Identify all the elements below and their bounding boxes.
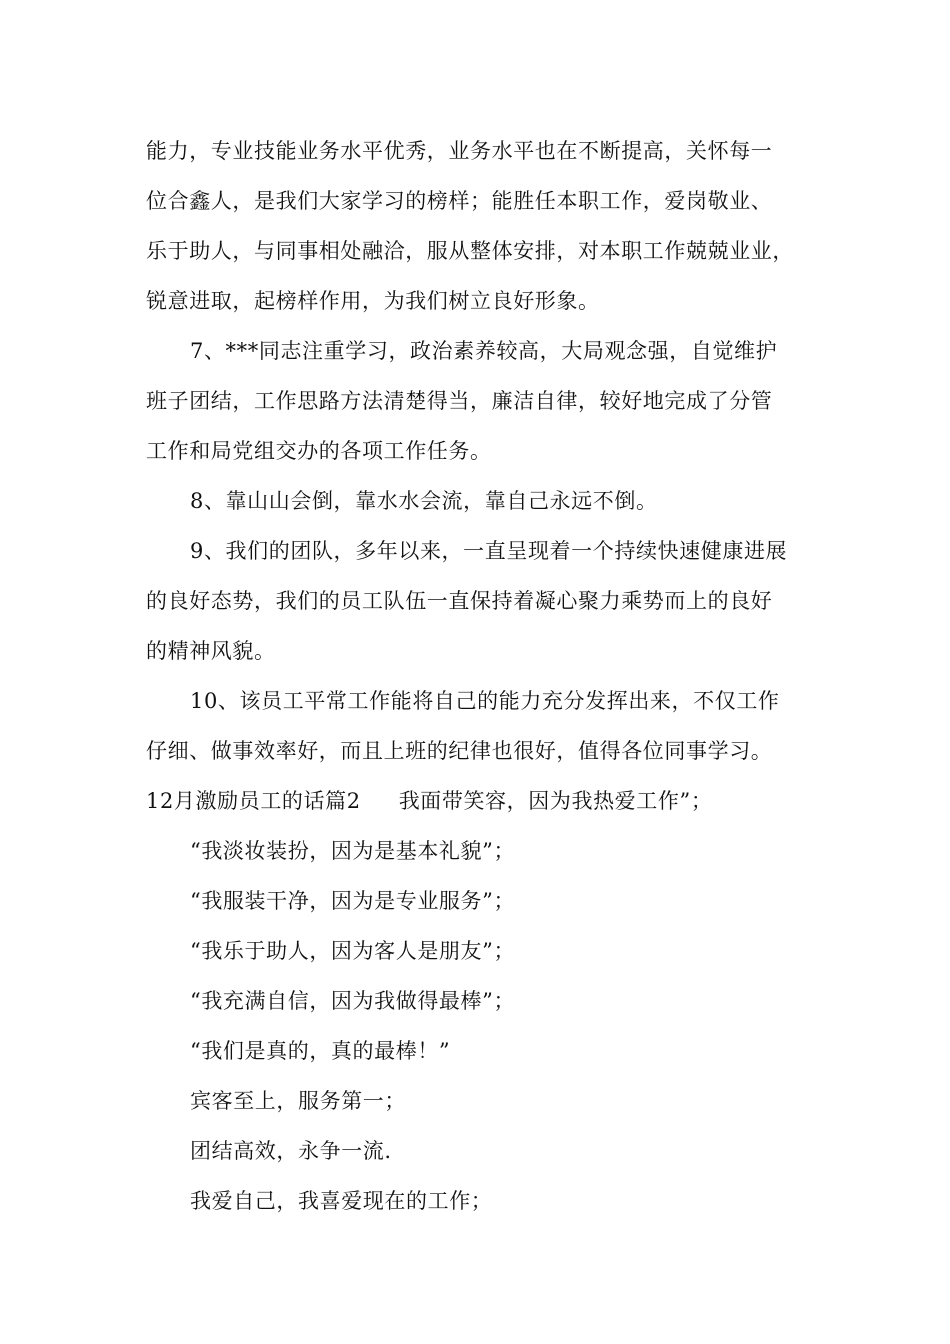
paragraph-line: 班子团结，工作思路方法清楚得当，廉洁自律，较好地完成了分管	[146, 389, 773, 413]
section-heading-line	[146, 786, 846, 816]
paragraph-line: 工作和局党组交办的各项工作任务。	[146, 439, 492, 463]
slogan-line: “我们是真的，真的最棒！”	[190, 1039, 451, 1063]
slogan-line: “我充满自信，因为我做得最棒”；	[190, 989, 516, 1013]
heading-continuation: 我面带笑容，因为我热爱工作”；	[398, 789, 713, 813]
paragraph-line: 7、***同志注重学习，政治素养较高，大局观念强，自觉维护	[190, 339, 778, 363]
paragraph-line: 10、该员工平常工作能将自己的能力充分发挥出来，不仅工作	[190, 689, 780, 713]
slogan-line: “我淡妆装扮，因为是基本礼貌”；	[190, 839, 516, 863]
slogan-line: “我乐于助人，因为客人是朋友”；	[190, 939, 516, 963]
paragraph-line: 8、靠山山会倒，靠水水会流，靠自己永远不倒。	[190, 489, 658, 513]
paragraph-line: 位合鑫人，是我们大家学习的榜样；能胜任本职工作，爱岗敬业、	[146, 189, 773, 213]
slogan-line: 我爱自己，我喜爱现在的工作；	[190, 1189, 493, 1213]
paragraph-line: 仔细、做事效率好，而且上班的纪律也很好，值得各位同事学习。	[146, 739, 773, 763]
paragraph-line: 乐于助人，与同事相处融洽，服从整体安排，对本职工作兢兢业业，	[146, 239, 794, 263]
slogan-line: “我服装干净，因为是专业服务”；	[190, 889, 516, 913]
paragraph-line: 的精神风貌。	[146, 639, 276, 663]
paragraph-line: 锐意进取，起榜样作用，为我们树立良好形象。	[146, 289, 600, 313]
paragraph-line: 的良好态势，我们的员工队伍一直保持着凝心聚力乘势而上的良好	[146, 589, 773, 613]
slogan-line: 宾客至上，服务第一；	[190, 1089, 406, 1113]
slogan-line: 团结高效，永争一流.	[190, 1139, 392, 1163]
paragraph-line: 能力，专业技能业务水平优秀，业务水平也在不断提高，关怀每一	[146, 139, 773, 163]
section-heading: 12月激励员工的话篇2	[146, 789, 361, 813]
paragraph-line: 9、我们的团队，多年以来，一直呈现着一个持续快速健康进展	[190, 539, 788, 563]
